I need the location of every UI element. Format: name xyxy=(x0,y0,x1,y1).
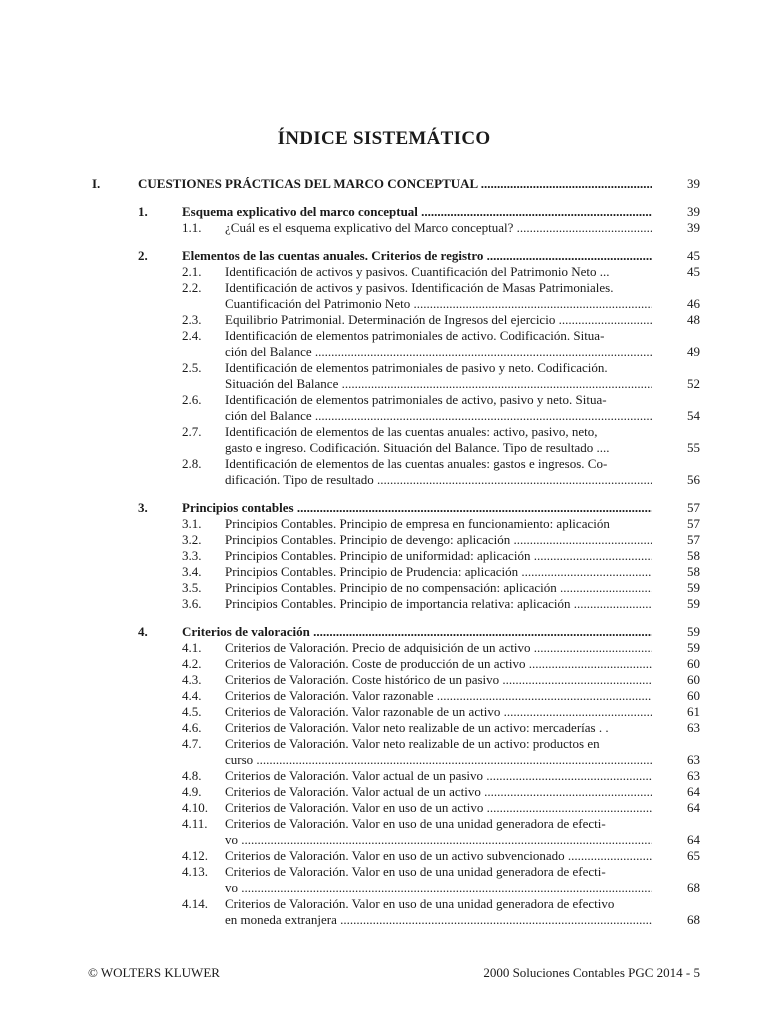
toc-number: 4. xyxy=(138,624,148,639)
toc-entry-text[interactable]: Criterios de Valoración. Valor en uso de una unidad generadora de efectivo xyxy=(225,896,615,911)
toc-entry-text[interactable]: Identificación de activos y pasivos. Cuantificación del Patrimonio Neto ... xyxy=(225,264,610,279)
toc-entry-text[interactable]: dificación. Tipo de resultado ..... xyxy=(225,472,652,488)
toc-entry-text[interactable]: Esquema explicativo del marco conceptual ..... xyxy=(182,204,652,220)
toc-entry-text[interactable]: Criterios de Valoración. Valor neto realizable de un activo: productos en xyxy=(225,736,600,751)
toc-page-number: 63 xyxy=(687,768,700,783)
toc-entry-text[interactable]: vo ..... xyxy=(225,832,652,848)
toc-page-number: 57 xyxy=(687,532,700,547)
toc-line xyxy=(0,768,768,784)
toc-page-number: 54 xyxy=(687,408,700,423)
toc-line xyxy=(0,688,768,704)
toc-number: 3.1. xyxy=(182,516,202,531)
toc-line xyxy=(0,880,768,896)
toc-number: 2.5. xyxy=(182,360,202,375)
toc-line xyxy=(0,784,768,800)
toc-entry-text[interactable]: Cuantificación del Patrimonio Neto ..... xyxy=(225,296,652,312)
toc-number: 4.11. xyxy=(182,816,208,831)
toc-entry-text[interactable]: ción del Balance ..... xyxy=(225,408,652,424)
toc-line xyxy=(0,896,768,912)
toc-line xyxy=(0,624,768,640)
toc-entry-text[interactable]: Equilibrio Patrimonial. Determinación de Ingresos del ejercicio ..... xyxy=(225,312,652,328)
toc-entry-text[interactable]: Principios Contables. Principio de empresa en funcionamiento: aplicación xyxy=(225,516,610,531)
toc-entry-text[interactable]: Criterios de Valoración. Valor en uso de una unidad generadora de efecti- xyxy=(225,864,606,879)
toc-line xyxy=(0,564,768,580)
toc-page-number: 63 xyxy=(687,720,700,735)
toc-page-number: 46 xyxy=(687,296,700,311)
toc-entry-text[interactable]: Elementos de las cuentas anuales. Criterios de registro ..... xyxy=(182,248,652,264)
toc-page-number: 48 xyxy=(687,312,700,327)
toc-page-number: 60 xyxy=(687,672,700,687)
toc-line xyxy=(0,424,768,440)
toc-number: 2.6. xyxy=(182,392,202,407)
toc-entry-text[interactable]: Principios Contables. Principio de importancia relativa: aplicación ..... xyxy=(225,596,652,612)
toc-line xyxy=(0,704,768,720)
toc-line xyxy=(0,532,768,548)
toc-number: 3.5. xyxy=(182,580,202,595)
toc-entry-text[interactable]: Principios Contables. Principio de devengo: aplicación ..... xyxy=(225,532,652,548)
toc-line xyxy=(0,328,768,344)
toc-entry-text[interactable]: Criterios de Valoración. Valor en uso de un activo ..... xyxy=(225,800,652,816)
toc-entry-text[interactable]: Identificación de elementos patrimoniales de activo, pasivo y neto. Situa- xyxy=(225,392,607,407)
toc-line xyxy=(0,248,768,264)
toc-line xyxy=(0,408,768,424)
toc-number: 3.6. xyxy=(182,596,202,611)
toc-line xyxy=(0,580,768,596)
toc-entry-text[interactable]: Principios Contables. Principio de no compensación: aplicación ..... xyxy=(225,580,652,596)
toc-line xyxy=(0,344,768,360)
toc-page-number: 63 xyxy=(687,752,700,767)
toc-line xyxy=(0,596,768,612)
toc-number: 4.14. xyxy=(182,896,208,911)
toc-number: 4.5. xyxy=(182,704,202,719)
toc-number: I. xyxy=(92,176,101,191)
toc-line xyxy=(0,864,768,880)
toc-page-number: 39 xyxy=(687,176,700,191)
toc-entry-text[interactable]: Criterios de Valoración. Valor actual de un activo ..... xyxy=(225,784,652,800)
toc-entry-text[interactable]: ¿Cuál es el esquema explicativo del Marco conceptual? ..... xyxy=(225,220,652,236)
toc-line xyxy=(0,640,768,656)
toc-line xyxy=(0,832,768,848)
toc-number: 4.9. xyxy=(182,784,202,799)
toc-entry-text[interactable]: ción del Balance ..... xyxy=(225,344,652,360)
toc-page-number: 39 xyxy=(687,220,700,235)
toc-entry-text[interactable]: Criterios de Valoración. Valor neto realizable de un activo: mercaderías . . xyxy=(225,720,609,735)
toc-line xyxy=(0,312,768,328)
footer-page-info: 2000 Soluciones Contables PGC 2014 - 5 xyxy=(483,965,700,980)
toc-line xyxy=(0,456,768,472)
toc-page-number: 59 xyxy=(687,640,700,655)
toc-page-number: 59 xyxy=(687,624,700,639)
toc-line xyxy=(0,816,768,832)
toc-page-number: 45 xyxy=(687,264,700,279)
toc-entry-text[interactable]: Criterios de Valoración. Coste histórico de un pasivo ..... xyxy=(225,672,652,688)
toc-entry-text[interactable]: Identificación de elementos de las cuentas anuales: activo, pasivo, neto, xyxy=(225,424,598,439)
toc-page-number: 52 xyxy=(687,376,700,391)
toc-page-number: 61 xyxy=(687,704,700,719)
toc-line xyxy=(0,500,768,516)
footer-publisher: © WOLTERS KLUWER xyxy=(88,965,220,980)
toc-page-number: 59 xyxy=(687,596,700,611)
toc-page-number: 68 xyxy=(687,912,700,927)
toc-entry-text[interactable]: vo ..... xyxy=(225,880,652,896)
toc-page-number: 55 xyxy=(687,440,700,455)
toc-page-number: 57 xyxy=(687,500,700,515)
toc-line xyxy=(0,548,768,564)
toc-entry-text[interactable]: Identificación de activos y pasivos. Identificación de Masas Patrimoniales. xyxy=(225,280,614,295)
toc-number: 2.2. xyxy=(182,280,202,295)
toc-entry-text[interactable]: Criterios de Valoración. Valor razonable de un activo ..... xyxy=(225,704,652,720)
toc-number: 4.4. xyxy=(182,688,202,703)
toc-line xyxy=(0,392,768,408)
toc-page-number: 45 xyxy=(687,248,700,263)
toc-number: 4.2. xyxy=(182,656,202,671)
toc-line xyxy=(0,672,768,688)
toc-number: 4.1. xyxy=(182,640,202,655)
toc-entry-text[interactable]: Situación del Balance ..... xyxy=(225,376,652,392)
toc-page-number: 56 xyxy=(687,472,700,487)
toc-number: 1.1. xyxy=(182,220,202,235)
toc-entry-text[interactable]: Criterios de Valoración. Coste de producción de un activo ..... xyxy=(225,656,652,672)
toc-number: 2.3. xyxy=(182,312,202,327)
toc-line xyxy=(0,912,768,928)
toc-line xyxy=(0,176,768,192)
toc-line xyxy=(0,204,768,220)
toc-page-number: 58 xyxy=(687,548,700,563)
toc-number: 2.8. xyxy=(182,456,202,471)
toc-number: 4.12. xyxy=(182,848,208,863)
toc-number: 4.13. xyxy=(182,864,208,879)
toc-entry-text[interactable]: Criterios de Valoración. Valor en uso de una unidad generadora de efecti- xyxy=(225,816,606,831)
toc-line xyxy=(0,736,768,752)
toc-entry-text[interactable]: Identificación de elementos de las cuentas anuales: gastos e ingresos. Co- xyxy=(225,456,608,471)
toc-number: 4.10. xyxy=(182,800,208,815)
toc-line xyxy=(0,516,768,532)
toc-number: 2. xyxy=(138,248,148,263)
toc-number: 1. xyxy=(138,204,148,219)
toc-number: 3.2. xyxy=(182,532,202,547)
toc-number: 3.3. xyxy=(182,548,202,563)
toc-line xyxy=(0,280,768,296)
toc-page-number: 68 xyxy=(687,880,700,895)
toc-page-number: 64 xyxy=(687,800,700,815)
toc-number: 2.7. xyxy=(182,424,202,439)
page-title: ÍNDICE SISTEMÁTICO xyxy=(277,128,491,149)
toc-line xyxy=(0,848,768,864)
toc-page-number: 60 xyxy=(687,656,700,671)
toc-entry-text[interactable]: Criterios de Valoración. Valor en uso de un activo subvencionado ..... xyxy=(225,848,652,864)
toc-number: 3.4. xyxy=(182,564,202,579)
toc-line xyxy=(0,656,768,672)
toc-number: 4.7. xyxy=(182,736,202,751)
toc-number: 4.6. xyxy=(182,720,202,735)
toc-entry-text[interactable]: Criterios de Valoración. Valor razonable ..... xyxy=(225,688,652,704)
toc-line xyxy=(0,752,768,768)
toc-page-number: 58 xyxy=(687,564,700,579)
toc-page-number: 60 xyxy=(687,688,700,703)
toc-line xyxy=(0,800,768,816)
toc-page-number: 64 xyxy=(687,784,700,799)
toc-page-number: 59 xyxy=(687,580,700,595)
toc-page-number: 39 xyxy=(687,204,700,219)
toc-page-number: 57 xyxy=(687,516,700,531)
toc-page-number: 64 xyxy=(687,832,700,847)
toc-entry-text[interactable]: CUESTIONES PRÁCTICAS DEL MARCO CONCEPTUAL ..... xyxy=(138,176,652,192)
toc-line xyxy=(0,296,768,312)
toc-entry-text[interactable]: Criterios de valoración ..... xyxy=(182,624,652,640)
toc-page-number: 49 xyxy=(687,344,700,359)
toc-line xyxy=(0,264,768,280)
toc-line xyxy=(0,220,768,236)
toc-number: 3. xyxy=(138,500,148,515)
toc-line xyxy=(0,440,768,456)
toc-entry-text[interactable]: Principios Contables. Principio de uniformidad: aplicación ..... xyxy=(225,548,652,564)
toc-line xyxy=(0,360,768,376)
toc-entry-text[interactable]: Criterios de Valoración. Valor actual de un pasivo ..... xyxy=(225,768,652,784)
toc-entry-text[interactable]: Principios Contables. Principio de Prudencia: aplicación ..... xyxy=(225,564,652,580)
toc-entry-text[interactable]: en moneda extranjera ..... xyxy=(225,912,652,928)
toc-entry-text[interactable]: curso ..... xyxy=(225,752,652,768)
toc-number: 2.4. xyxy=(182,328,202,343)
toc-entry-text[interactable]: gasto e ingreso. Codificación. Situación del Balance. Tipo de resultado .... xyxy=(225,440,610,455)
toc-line xyxy=(0,720,768,736)
toc-page-number: 65 xyxy=(687,848,700,863)
toc-number: 4.3. xyxy=(182,672,202,687)
toc-entry-text[interactable]: Principios contables ..... xyxy=(182,500,652,516)
toc-entry-text[interactable]: Identificación de elementos patrimoniales de activo. Codificación. Situa- xyxy=(225,328,605,343)
toc-number: 2.1. xyxy=(182,264,202,279)
toc-number: 4.8. xyxy=(182,768,202,783)
toc-entry-text[interactable]: Identificación de elementos patrimoniales de pasivo y neto. Codificación. xyxy=(225,360,608,375)
toc-line xyxy=(0,376,768,392)
toc-entry-text[interactable]: Criterios de Valoración. Precio de adquisición de un activo ..... xyxy=(225,640,652,656)
toc-line xyxy=(0,472,768,488)
